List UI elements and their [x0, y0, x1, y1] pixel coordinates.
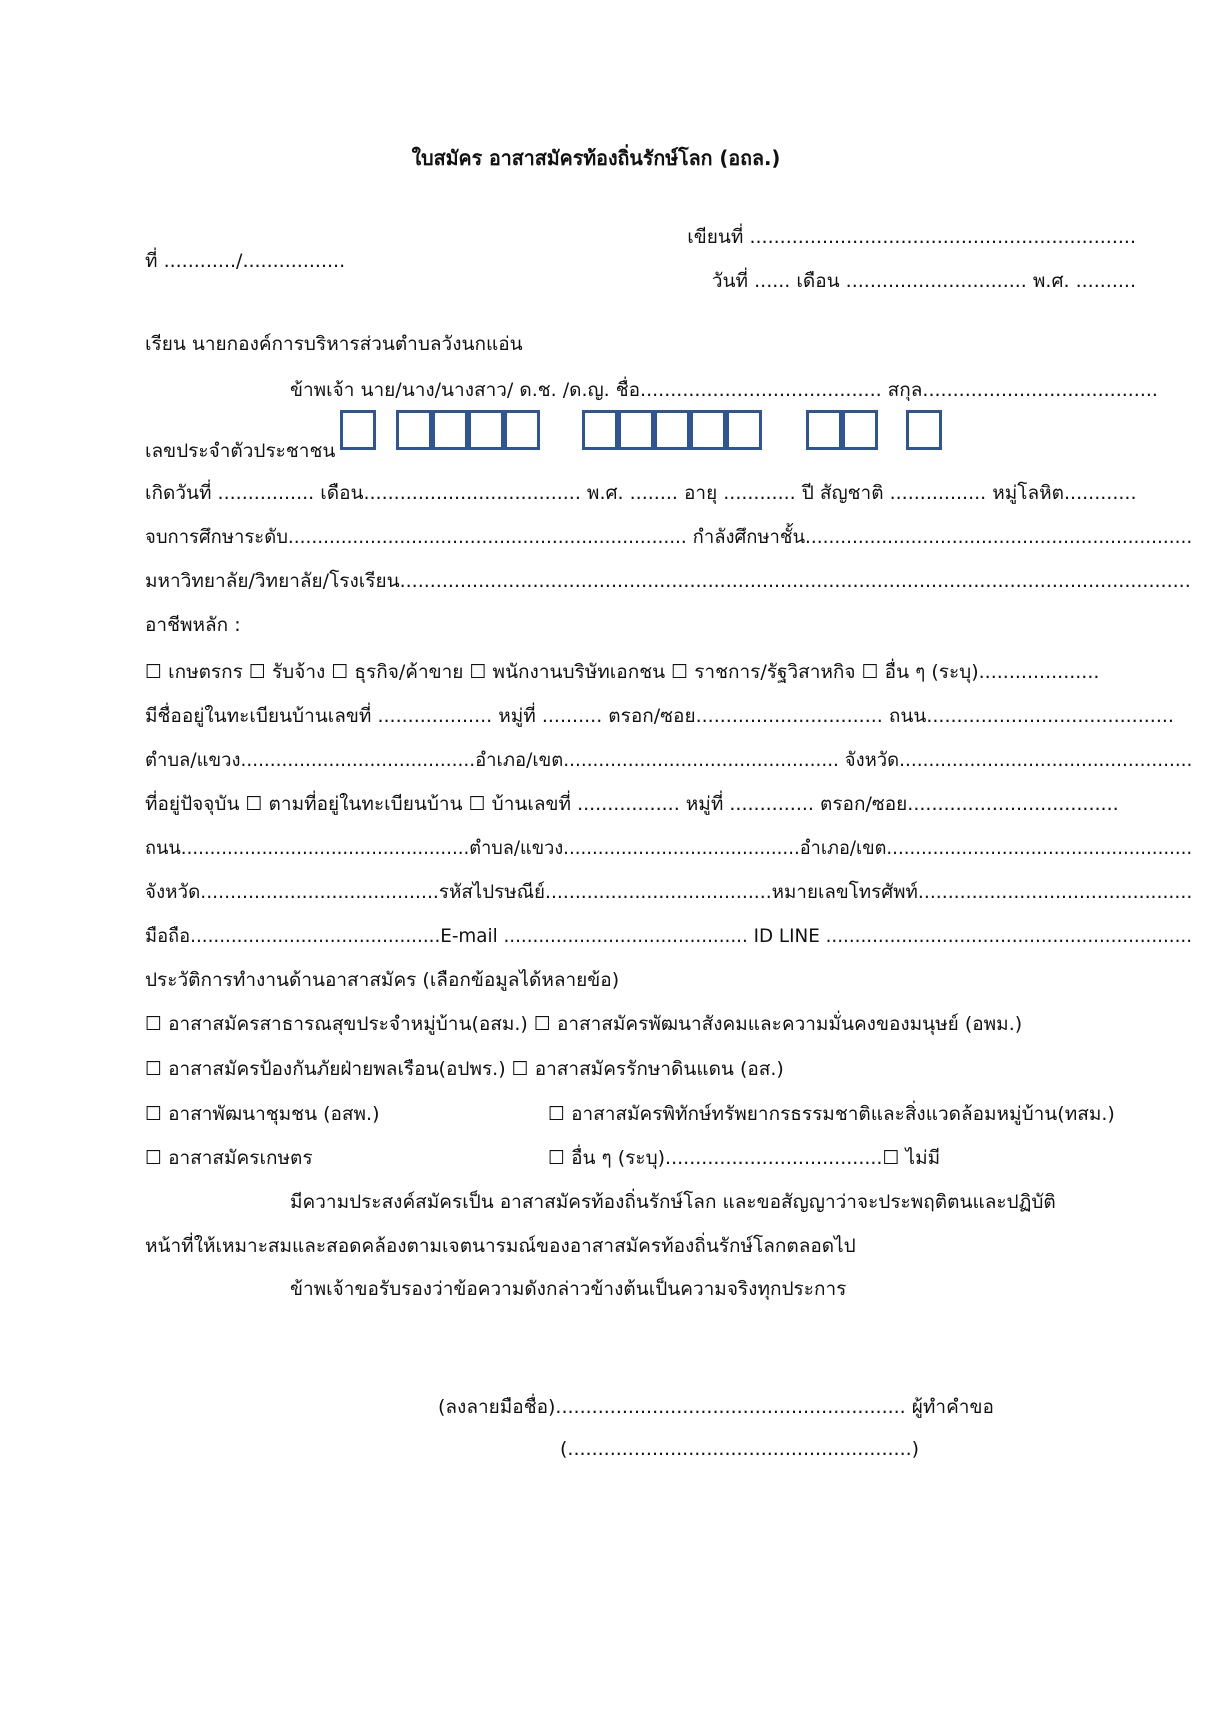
id-digit-box[interactable] [432, 410, 468, 450]
id-digit-box[interactable] [726, 410, 762, 450]
signature-line: (ลงลายมือชื่อ).......................................................... ผู้ทำคำขอ [438, 1396, 994, 1418]
id-digit-box[interactable] [842, 410, 878, 450]
volunteer-option-tsm[interactable]: ☐ อาสาสมัครพิทักษ์ทรัพยากรธรรมชาติและสิ่งแวดล้อมหมู่บ้าน(ทสม.) [548, 1103, 1115, 1125]
written-at-line: เขียนที่ ................................................................ [687, 226, 1136, 248]
registered-district-line: ตำบล/แขวง........................................อำเภอ/เขต............................................... จังหวัด.................................................. [145, 749, 1193, 771]
current-province-line: จังหวัด........................................รหัสไปรษณีย์......................................หมายเลขโทรศัพท์.............................................. [145, 881, 1193, 903]
education-line: จบการศึกษาระดับ.................................................................... กำลังศึกษาชั้น.................................................................. [145, 526, 1193, 548]
id-digit-box[interactable] [806, 410, 842, 450]
id-digit-box[interactable] [906, 410, 942, 450]
volunteer-option-other[interactable]: ☐ อื่น ๆ (ระบุ)....................................☐ ไม่มี [548, 1147, 941, 1169]
pledge-line-2: หน้าที่ให้เหมาะสมและสอดคล้องตามเจตนารมณ์ของอาสาสมัครท้องถิ่นรักษ์โลกตลอดไป [145, 1235, 856, 1257]
registered-address-line: มีชื่ออยู่ในทะเบียนบ้านเลขที่ ................... หมู่ที่ .......... ตรอก/ซอย............................... ถนน......................................... [145, 705, 1174, 727]
id-digit-box[interactable] [504, 410, 540, 450]
certification-line: ข้าพเจ้าขอรับรองว่าข้อความดังกล่าวข้างต้นเป็นความจริงทุกประการ [290, 1278, 847, 1300]
occupation-label: อาชีพหลัก : [145, 614, 241, 636]
id-digit-box[interactable] [690, 410, 726, 450]
id-digit-box[interactable] [468, 410, 504, 450]
date-line: วันที่ ...... เดือน .............................. พ.ศ. .......... [711, 270, 1136, 292]
id-digit-box[interactable] [340, 410, 376, 450]
id-digit-box[interactable] [618, 410, 654, 450]
form-title: ใบสมัคร อาสาสมัครท้องถิ่นรักษ์โลก (อถล.) [411, 146, 781, 170]
school-line: มหาวิทยาลัย/วิทยาลัย/โรงเรียน................................................................................................................................... [145, 570, 1191, 592]
volunteer-history-label: ประวัติการทำงานด้านอาสาสมัคร (เลือกข้อมูลได้หลายข้อ) [145, 969, 620, 991]
applicant-name-line: ข้าพเจ้า นาย/นาง/นางสาว/ ด.ช. /ด.ญ. ชื่อ........................................ สกุล....................................... [290, 379, 1158, 401]
volunteer-history-row-1[interactable]: ☐ อาสาสมัครสาธารณสุขประจำหมู่บ้าน(อสม.) ☐ อาสาสมัครพัฒนาสังคมและความมั่นคงของมนุษย์ (อพม.) [145, 1013, 1023, 1035]
mobile-email-line: มือถือ...........................................E-mail .......................................... ID LINE ............................................................... [145, 925, 1193, 947]
volunteer-option-agriculture[interactable]: ☐ อาสาสมัครเกษตร [145, 1147, 313, 1169]
occupation-options[interactable]: ☐ เกษตรกร ☐ รับจ้าง ☐ ธุรกิจ/ค้าขาย ☐ พนักงานบริษัทเอกชน ☐ ราชการ/รัฐวิสาหกิจ ☐ อื่น ๆ (ระบุ).................... [145, 661, 1100, 683]
id-digit-box[interactable] [582, 410, 618, 450]
birth-line: เกิดวันที่ ................ เดือน.................................... พ.ศ. ........ อายุ ............ ปี สัญชาติ ................ หมู่โลหิต............ [145, 482, 1137, 504]
signature-name-line: (.........................................................) [560, 1438, 920, 1460]
salutation-line: เรียน นายกองค์การบริหารส่วนตำบลวังนกแอ่น [145, 333, 523, 355]
id-digit-box[interactable] [396, 410, 432, 450]
pledge-line-1: มีความประสงค์สมัครเป็น อาสาสมัครท้องถิ่นรักษ์โลก และขอสัญญาว่าจะประพฤติตนและปฏิบัติ [290, 1191, 1056, 1213]
current-road-line: ถนน..................................................ตำบล/แขวง.........................................อำเภอ/เขต..................................................... [145, 837, 1193, 859]
volunteer-option-osp[interactable]: ☐ อาสาพัฒนาชุมชน (อสพ.) [145, 1103, 380, 1125]
id-digit-box[interactable] [654, 410, 690, 450]
reference-number-line: ที่ ............/................. [145, 250, 346, 272]
national-id-label: เลขประจำตัวประชาชน [145, 440, 336, 462]
current-address-line[interactable]: ที่อยู่ปัจจุบัน ☐ ตามที่อยู่ในทะเบียนบ้าน ☐ บ้านเลขที่ ................. หมู่ที่ .............. ตรอก/ซอย................................... [145, 793, 1119, 815]
volunteer-history-row-2[interactable]: ☐ อาสาสมัครป้องกันภัยฝ่ายพลเรือน(อปพร.) ☐ อาสาสมัครรักษาดินแดน (อส.) [145, 1058, 784, 1080]
